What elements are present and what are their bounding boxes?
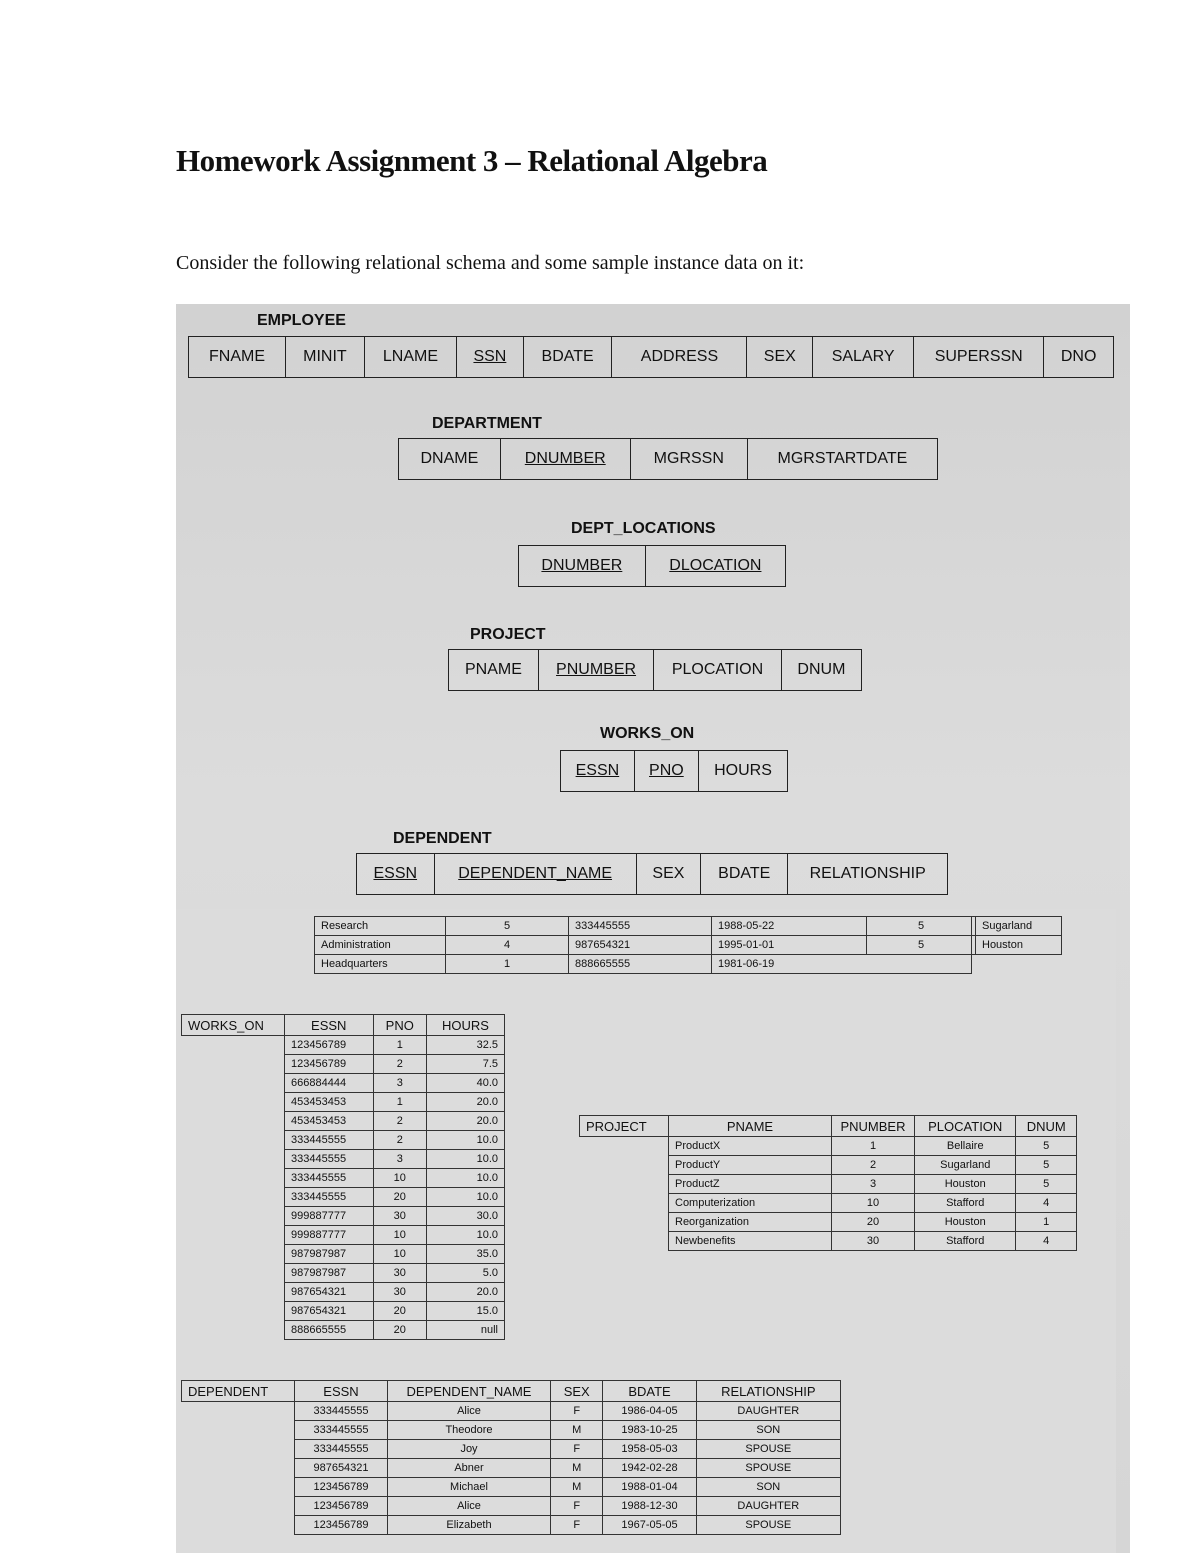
table-cell: ProductX xyxy=(669,1137,832,1156)
table-cell: 5 xyxy=(1016,1175,1077,1194)
table-cell: F xyxy=(551,1497,603,1516)
table-cell: 1958-05-03 xyxy=(603,1440,696,1459)
table-row xyxy=(580,1194,1077,1213)
table-cell: Bellaire xyxy=(915,1137,1016,1156)
empty-cell xyxy=(182,1150,285,1169)
table-cell: 2 xyxy=(373,1131,427,1150)
table-row xyxy=(182,1302,505,1321)
page-title: Homework Assignment 3 – Relational Algebra xyxy=(176,143,768,178)
table-cell: 10.0 xyxy=(427,1169,505,1188)
works-on-attr-pk: PNO xyxy=(634,751,698,792)
table-cell: 4 xyxy=(1016,1194,1077,1213)
table-cell: 5.0 xyxy=(427,1264,505,1283)
table-cell: 333445555 xyxy=(285,1131,374,1150)
table-cell: 20 xyxy=(832,1213,915,1232)
table-cell: Headquarters xyxy=(315,955,446,974)
empty-cell xyxy=(182,1112,285,1131)
table-cell: 10 xyxy=(832,1194,915,1213)
table-cell: 1 xyxy=(1016,1213,1077,1232)
dependent-attr-pk: DEPENDENT_NAME xyxy=(434,854,636,895)
table-cell: 3 xyxy=(373,1074,427,1093)
dept-locations-relation-name: DEPT_LOCATIONS xyxy=(571,520,716,537)
project-schema-table xyxy=(448,649,862,691)
table-cell: 30 xyxy=(373,1264,427,1283)
column-header: ESSN xyxy=(285,1015,374,1036)
table-row xyxy=(182,1478,841,1497)
column-header: HOURS xyxy=(427,1015,505,1036)
table-cell: F xyxy=(551,1516,603,1535)
column-header: PNUMBER xyxy=(832,1116,915,1137)
dependent-relation-name: DEPENDENT xyxy=(393,830,492,847)
table-cell: 123456789 xyxy=(295,1497,388,1516)
table-cell: 7.5 xyxy=(427,1055,505,1074)
column-header: DEPENDENT_NAME xyxy=(388,1381,551,1402)
table-cell: Abner xyxy=(388,1459,551,1478)
table-cell: 5 xyxy=(1016,1137,1077,1156)
empty-cell xyxy=(580,1194,669,1213)
table-row xyxy=(580,1137,1077,1156)
department-relation-name: DEPARTMENT xyxy=(432,415,542,432)
empty-cell xyxy=(182,1093,285,1112)
table-cell: 453453453 xyxy=(285,1093,374,1112)
scanned-schema-image xyxy=(176,304,1130,1553)
table-cell: Newbenefits xyxy=(669,1232,832,1251)
employee-attr: SEX xyxy=(747,337,813,378)
table-cell: 333445555 xyxy=(285,1169,374,1188)
dependent-instance-table xyxy=(181,1380,841,1535)
table-cell: Sugarland xyxy=(976,917,1062,936)
table-row xyxy=(182,1131,505,1150)
table-cell: Houston xyxy=(976,936,1062,955)
table-cell: 1 xyxy=(373,1036,427,1055)
table-row xyxy=(182,1402,841,1421)
table-cell: 333445555 xyxy=(295,1440,388,1459)
table-cell: 10.0 xyxy=(427,1188,505,1207)
empty-cell xyxy=(182,1245,285,1264)
employee-attr: ADDRESS xyxy=(612,337,747,378)
empty-cell xyxy=(182,1497,295,1516)
table-cell: 123456789 xyxy=(295,1478,388,1497)
table-row xyxy=(182,1036,505,1055)
department-attr: MGRSTARTDATE xyxy=(747,439,937,480)
table-cell: M xyxy=(551,1459,603,1478)
table-cell: Houston xyxy=(915,1175,1016,1194)
table-cell: 333445555 xyxy=(285,1188,374,1207)
column-header: PNO xyxy=(373,1015,427,1036)
table-cell: 333445555 xyxy=(295,1421,388,1440)
table-cell: 1 xyxy=(446,955,569,974)
table-cell: 4 xyxy=(446,936,569,955)
empty-cell xyxy=(580,1137,669,1156)
table-cell: 10.0 xyxy=(427,1226,505,1245)
empty-cell xyxy=(182,1283,285,1302)
table-cell: SPOUSE xyxy=(696,1459,840,1478)
dependent-attr: SEX xyxy=(636,854,700,895)
table-cell: SPOUSE xyxy=(696,1440,840,1459)
table-cell: 20.0 xyxy=(427,1112,505,1131)
table-cell: Research xyxy=(315,917,446,936)
works-on-instance-table xyxy=(181,1014,505,1340)
table-cell: 1 xyxy=(832,1137,915,1156)
table-cell: 987654321 xyxy=(285,1302,374,1321)
table-cell: 5 xyxy=(867,917,976,936)
dependent-attr: BDATE xyxy=(701,854,788,895)
table-row xyxy=(580,1175,1077,1194)
table-row xyxy=(182,1321,505,1340)
employee-attr: LNAME xyxy=(364,337,456,378)
empty-cell xyxy=(182,1207,285,1226)
table-row xyxy=(182,1226,505,1245)
table-cell: SON xyxy=(696,1421,840,1440)
table-cell: M xyxy=(551,1478,603,1497)
table-cell: 5 xyxy=(867,936,976,955)
table-cell: Elizabeth xyxy=(388,1516,551,1535)
table-row xyxy=(182,1169,505,1188)
dept-locations-instance-table xyxy=(866,916,1062,955)
table-row xyxy=(182,1264,505,1283)
table-row xyxy=(182,1207,505,1226)
table-cell: 987654321 xyxy=(285,1283,374,1302)
table-row xyxy=(315,955,972,974)
table-cell: 3 xyxy=(373,1150,427,1169)
column-header: DNUM xyxy=(1016,1116,1077,1137)
table-cell: 333445555 xyxy=(569,917,712,936)
column-header: ESSN xyxy=(295,1381,388,1402)
works-on-schema-table xyxy=(560,750,788,792)
table-cell: 1981-06-19 xyxy=(712,955,972,974)
table-cell: 1988-01-04 xyxy=(603,1478,696,1497)
table-cell: 2 xyxy=(373,1055,427,1074)
table-cell: 30 xyxy=(832,1232,915,1251)
table-cell: 1942-02-28 xyxy=(603,1459,696,1478)
table-cell: 20.0 xyxy=(427,1283,505,1302)
table-cell: M xyxy=(551,1421,603,1440)
table-cell: 1 xyxy=(373,1093,427,1112)
table-cell: null xyxy=(427,1321,505,1340)
employee-attr: FNAME xyxy=(189,337,286,378)
table-row xyxy=(867,917,1062,936)
empty-cell xyxy=(182,1478,295,1497)
table-cell: 2 xyxy=(373,1112,427,1131)
table-cell: SPOUSE xyxy=(696,1516,840,1535)
column-header: PNAME xyxy=(669,1116,832,1137)
table-row xyxy=(182,1459,841,1478)
table-row xyxy=(182,1093,505,1112)
project-relation-name: PROJECT xyxy=(470,626,546,643)
table-cell: 3 xyxy=(832,1175,915,1194)
dept-locations-attr-pk: DNUMBER xyxy=(519,546,646,587)
employee-attr: SUPERSSN xyxy=(914,337,1044,378)
table-cell: 40.0 xyxy=(427,1074,505,1093)
table-cell: 10 xyxy=(373,1169,427,1188)
table-cell: 5 xyxy=(1016,1156,1077,1175)
relation-label: WORKS_ON xyxy=(182,1015,285,1036)
table-cell: 123456789 xyxy=(285,1036,374,1055)
employee-relation-name: EMPLOYEE xyxy=(257,312,346,329)
table-cell: 123456789 xyxy=(285,1055,374,1074)
project-attr: DNUM xyxy=(781,650,861,691)
empty-cell xyxy=(182,1226,285,1245)
empty-cell xyxy=(182,1074,285,1093)
project-attr: PLOCATION xyxy=(654,650,782,691)
empty-cell xyxy=(182,1321,285,1340)
table-cell: 10.0 xyxy=(427,1150,505,1169)
empty-cell xyxy=(182,1169,285,1188)
table-cell: 453453453 xyxy=(285,1112,374,1131)
empty-cell xyxy=(580,1213,669,1232)
table-cell: 987654321 xyxy=(295,1459,388,1478)
table-cell: 10 xyxy=(373,1245,427,1264)
table-cell: 20 xyxy=(373,1302,427,1321)
table-cell: F xyxy=(551,1440,603,1459)
table-cell: 333445555 xyxy=(285,1150,374,1169)
table-row xyxy=(182,1055,505,1074)
table-header-row xyxy=(580,1116,1077,1137)
table-cell: 5 xyxy=(446,917,569,936)
column-header: SEX xyxy=(551,1381,603,1402)
column-header: RELATIONSHIP xyxy=(696,1381,840,1402)
table-cell: 2 xyxy=(832,1156,915,1175)
table-row xyxy=(182,1245,505,1264)
table-cell: 888665555 xyxy=(285,1321,374,1340)
table-row xyxy=(182,1112,505,1131)
table-cell: 30 xyxy=(373,1283,427,1302)
table-cell: DAUGHTER xyxy=(696,1402,840,1421)
table-cell: 1995-01-01 xyxy=(712,936,972,955)
table-cell: Reorganization xyxy=(669,1213,832,1232)
table-cell: DAUGHTER xyxy=(696,1497,840,1516)
empty-cell xyxy=(182,1055,285,1074)
table-cell: 123456789 xyxy=(295,1516,388,1535)
column-header: BDATE xyxy=(603,1381,696,1402)
dept-locations-attr-pk: DLOCATION xyxy=(645,546,785,587)
project-attr-pk: PNUMBER xyxy=(538,650,653,691)
table-cell: F xyxy=(551,1402,603,1421)
project-instance-table xyxy=(579,1115,1077,1251)
employee-attr: MINIT xyxy=(286,337,365,378)
empty-cell xyxy=(182,1516,295,1535)
table-row xyxy=(867,936,1062,955)
employee-attr: DNO xyxy=(1044,337,1114,378)
empty-cell xyxy=(182,1264,285,1283)
table-cell: 10.0 xyxy=(427,1131,505,1150)
empty-cell xyxy=(182,1036,285,1055)
table-cell: 987987987 xyxy=(285,1264,374,1283)
table-cell: ProductZ xyxy=(669,1175,832,1194)
table-cell: 32.5 xyxy=(427,1036,505,1055)
works-on-relation-name: WORKS_ON xyxy=(600,725,695,742)
employee-attr: BDATE xyxy=(523,337,612,378)
intro-text: Consider the following relational schema and some sample instance data on it: xyxy=(176,252,805,274)
table-cell: 999887777 xyxy=(285,1207,374,1226)
table-cell: 15.0 xyxy=(427,1302,505,1321)
works-on-attr: HOURS xyxy=(698,751,787,792)
department-schema-table xyxy=(398,438,938,480)
project-attr: PNAME xyxy=(449,650,539,691)
empty-cell xyxy=(182,1131,285,1150)
table-cell: 20 xyxy=(373,1321,427,1340)
table-row xyxy=(182,1421,841,1440)
table-cell: Houston xyxy=(915,1213,1016,1232)
empty-cell xyxy=(182,1402,295,1421)
table-cell: Alice xyxy=(388,1402,551,1421)
empty-cell xyxy=(182,1188,285,1207)
employee-attr-pk: SSN xyxy=(457,337,524,378)
table-cell: Theodore xyxy=(388,1421,551,1440)
table-row xyxy=(182,1440,841,1459)
table-cell: Joy xyxy=(388,1440,551,1459)
department-attr: MGRSSN xyxy=(630,439,747,480)
table-cell: 1988-05-22 xyxy=(712,917,972,936)
column-header: PLOCATION xyxy=(915,1116,1016,1137)
table-cell: 4 xyxy=(1016,1232,1077,1251)
empty-cell xyxy=(580,1232,669,1251)
table-cell: 999887777 xyxy=(285,1226,374,1245)
table-cell: ProductY xyxy=(669,1156,832,1175)
table-row xyxy=(182,1188,505,1207)
table-cell: Michael xyxy=(388,1478,551,1497)
employee-attr: SALARY xyxy=(813,337,914,378)
department-attr-pk: DNUMBER xyxy=(500,439,630,480)
dependent-schema-table xyxy=(356,853,948,895)
table-row xyxy=(182,1497,841,1516)
table-cell: 20 xyxy=(373,1188,427,1207)
department-attr: DNAME xyxy=(399,439,501,480)
employee-schema-table xyxy=(188,336,1114,378)
table-cell: Stafford xyxy=(915,1194,1016,1213)
empty-cell xyxy=(580,1175,669,1194)
table-cell: 987987987 xyxy=(285,1245,374,1264)
table-cell: 1983-10-25 xyxy=(603,1421,696,1440)
table-cell: 35.0 xyxy=(427,1245,505,1264)
table-cell: Stafford xyxy=(915,1232,1016,1251)
table-cell: Administration xyxy=(315,936,446,955)
dept-locations-schema-table xyxy=(518,545,786,587)
table-cell: 10 xyxy=(373,1226,427,1245)
table-cell: 30 xyxy=(373,1207,427,1226)
relation-label: PROJECT xyxy=(580,1116,669,1137)
table-header-row xyxy=(182,1381,841,1402)
table-row xyxy=(182,1074,505,1093)
table-cell: Computerization xyxy=(669,1194,832,1213)
empty-cell xyxy=(182,1440,295,1459)
table-cell: 30.0 xyxy=(427,1207,505,1226)
empty-cell xyxy=(182,1421,295,1440)
table-header-row xyxy=(182,1015,505,1036)
table-cell: 666884444 xyxy=(285,1074,374,1093)
table-row xyxy=(182,1283,505,1302)
empty-cell xyxy=(182,1459,295,1478)
table-cell: 888665555 xyxy=(569,955,712,974)
empty-cell xyxy=(182,1302,285,1321)
table-row xyxy=(182,1150,505,1169)
table-cell: Sugarland xyxy=(915,1156,1016,1175)
table-cell: 333445555 xyxy=(295,1402,388,1421)
table-cell: 1988-12-30 xyxy=(603,1497,696,1516)
table-cell: 987654321 xyxy=(569,936,712,955)
works-on-attr-pk: ESSN xyxy=(561,751,635,792)
table-cell: SON xyxy=(696,1478,840,1497)
table-row xyxy=(182,1516,841,1535)
table-row xyxy=(580,1232,1077,1251)
relation-label: DEPENDENT xyxy=(182,1381,295,1402)
dependent-attr-pk: ESSN xyxy=(357,854,435,895)
table-cell: 1986-04-05 xyxy=(603,1402,696,1421)
empty-cell xyxy=(580,1156,669,1175)
table-row xyxy=(580,1213,1077,1232)
table-cell: 1967-05-05 xyxy=(603,1516,696,1535)
table-row xyxy=(580,1156,1077,1175)
table-cell: 20.0 xyxy=(427,1093,505,1112)
table-cell: Alice xyxy=(388,1497,551,1516)
dependent-attr: RELATIONSHIP xyxy=(788,854,948,895)
